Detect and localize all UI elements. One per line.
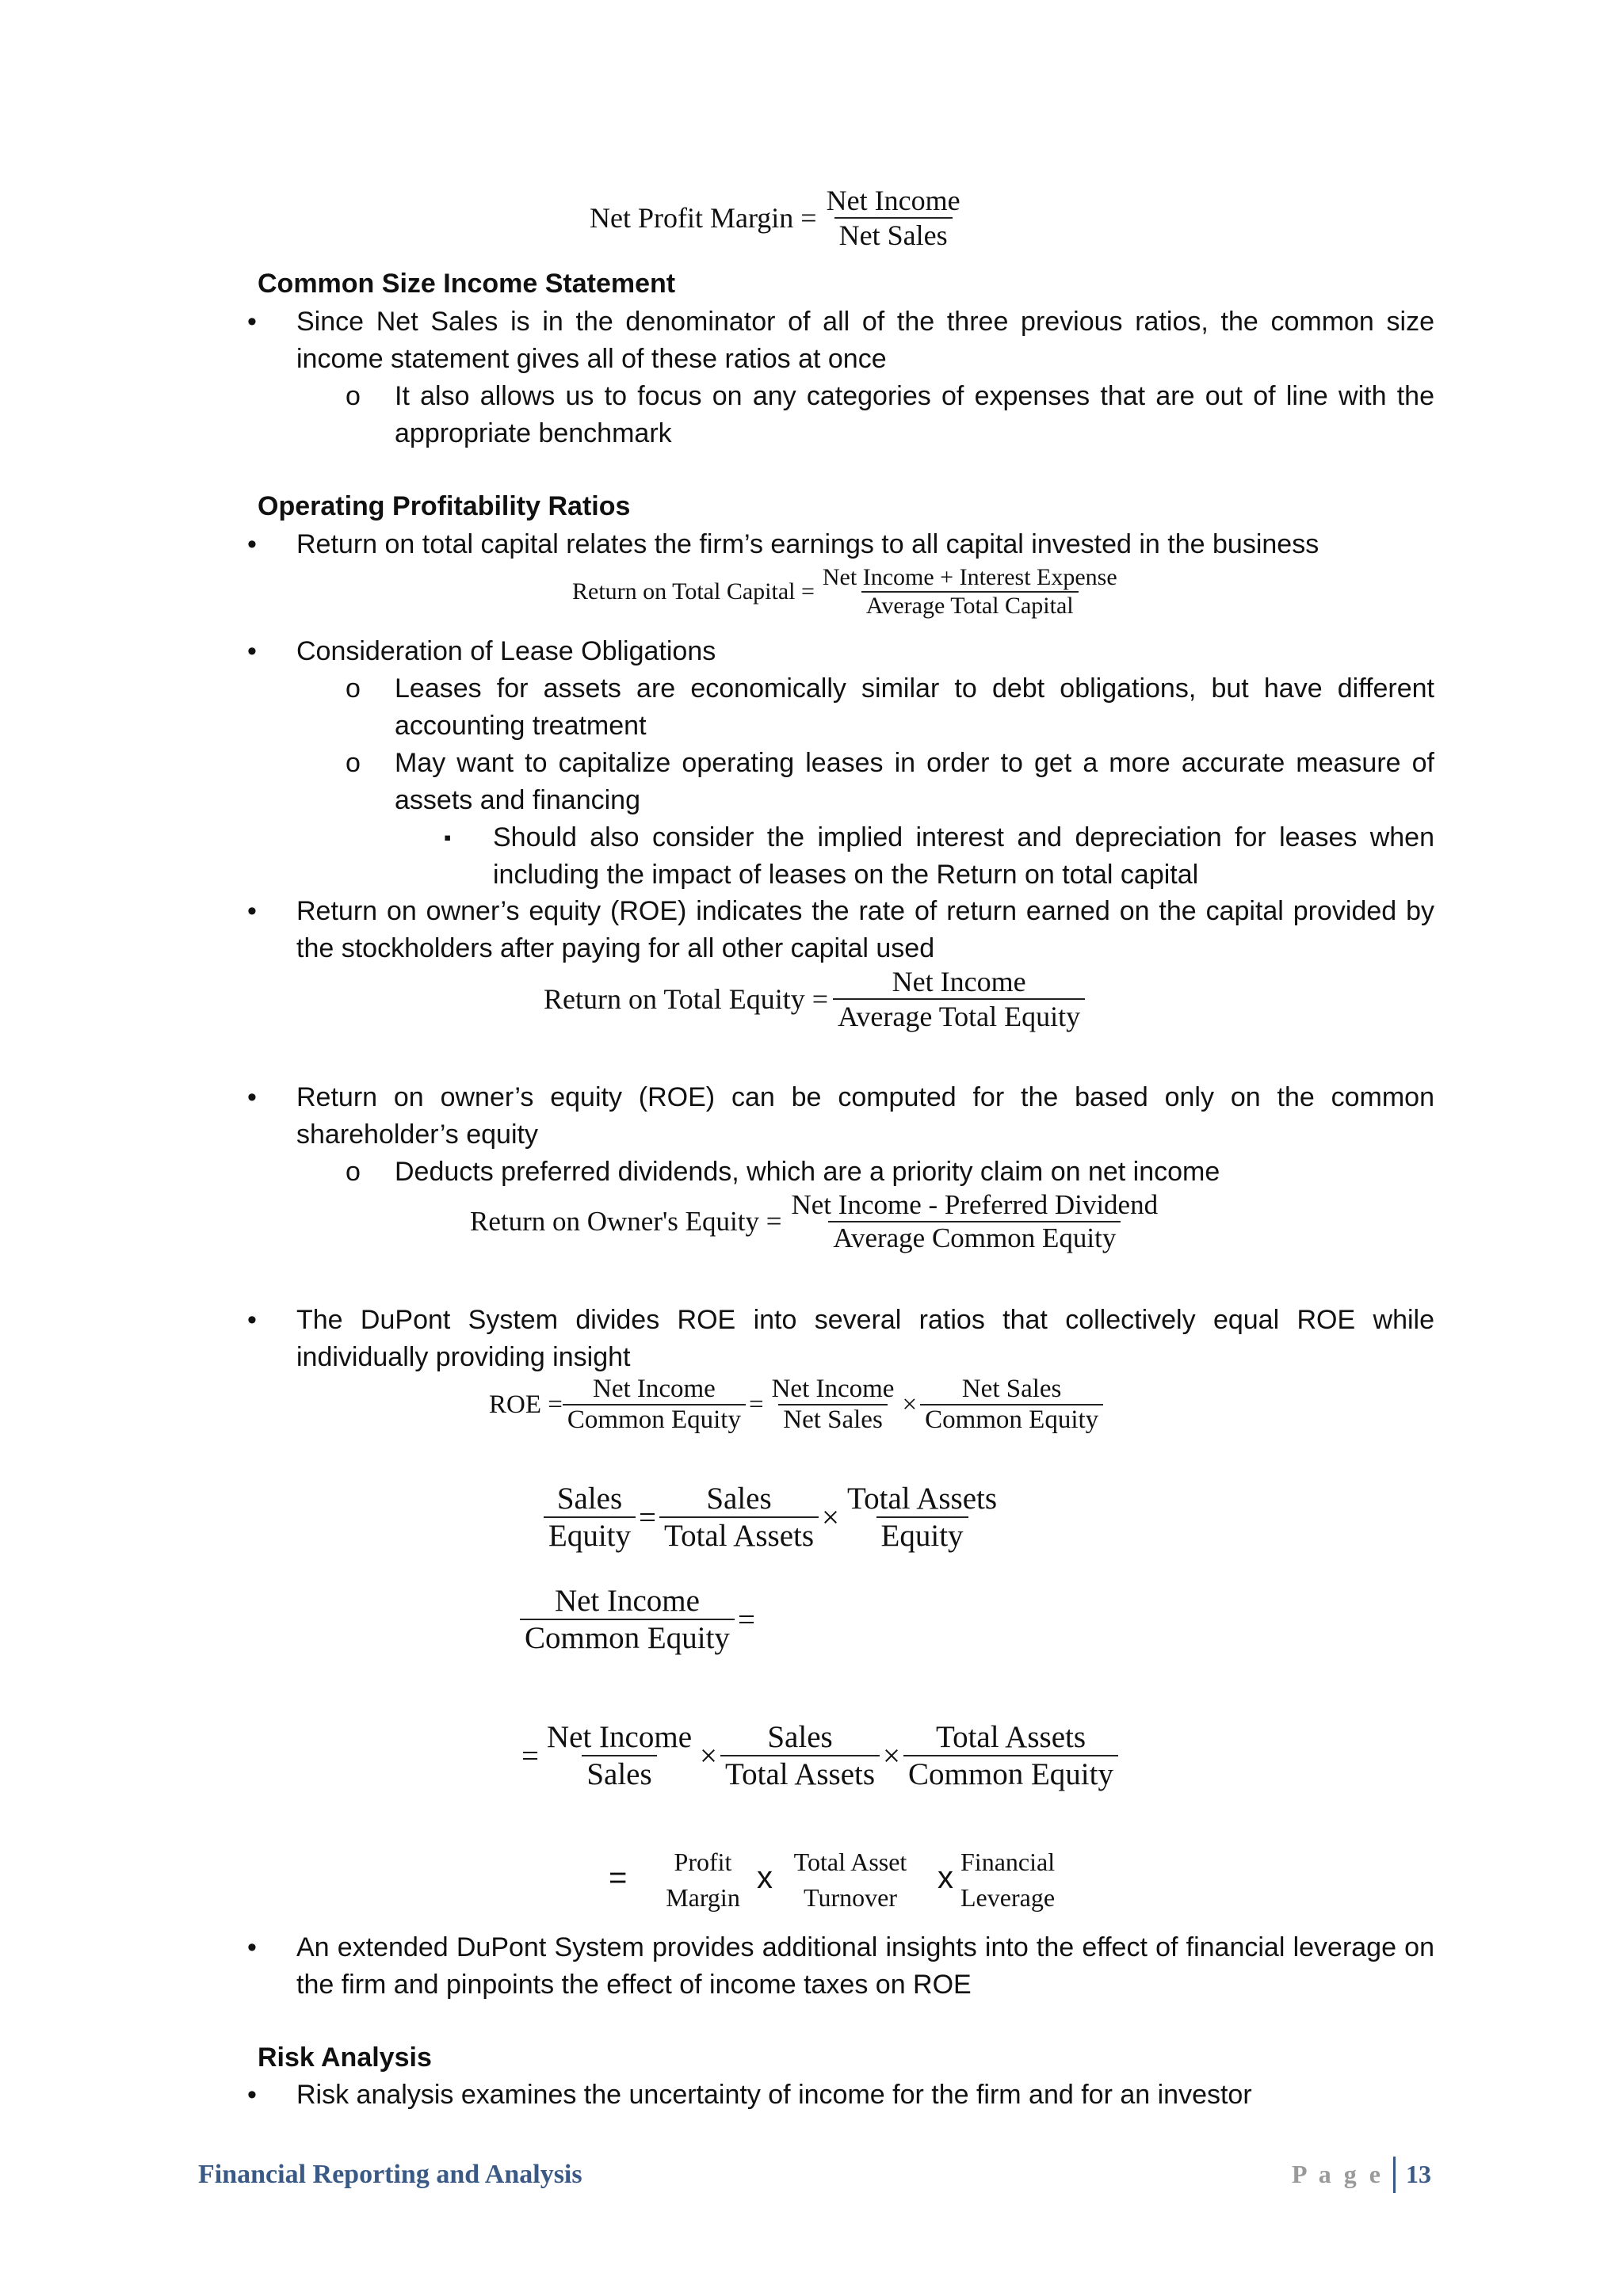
sub-bullet-icon: o: [346, 381, 361, 411]
equation-return-on-total-equity: [544, 965, 1085, 1033]
sub-bullet-icon: o: [346, 748, 361, 778]
numerator: Net Income: [826, 185, 960, 216]
bullet-text: Return on owner’s equity (ROE) can be computed for the based only on the common shareholder’s equity: [296, 1082, 1434, 1150]
fraction: [822, 184, 965, 252]
fraction: [903, 1719, 1118, 1792]
fraction: [920, 1375, 1103, 1435]
subsub-bullet-icon: ▪: [444, 826, 452, 849]
term-line: Financial: [960, 1848, 1056, 1876]
numerator: Net Income: [554, 1584, 700, 1618]
sub-bullet-text: Deducts preferred dividends, which are a priority claim on net income: [395, 1157, 1220, 1187]
denominator: Net Sales: [778, 1404, 888, 1435]
term-total-asset-turnover: [783, 1844, 918, 1916]
equals-sign: =: [639, 1500, 656, 1535]
bullet-text: The DuPont System divides ROE into several ratios that collectively equal ROE while individually providing insight: [296, 1305, 1434, 1372]
numerator: Net Income: [592, 1375, 716, 1403]
bullet-text: Risk analysis examines the uncertainty of income for the firm and for an investor: [296, 2080, 1252, 2110]
denominator: Common Equity: [520, 1619, 735, 1656]
denominator: Total Assets: [659, 1516, 819, 1554]
equation-return-on-total-capital: [572, 564, 1122, 620]
sub-bullet-icon: o: [346, 673, 361, 704]
numerator: Total Assets: [936, 1720, 1086, 1754]
equation-return-on-owners-equity: [470, 1189, 1163, 1254]
equation-lhs: Return on Total Capital =: [572, 578, 815, 605]
page-number: 13: [1406, 2160, 1431, 2188]
equation-sales-equity: [544, 1481, 1002, 1554]
numerator: Sales: [767, 1720, 833, 1754]
bullet-icon: •: [247, 307, 257, 337]
term-financial-leverage: [960, 1844, 1079, 1916]
fraction: [833, 965, 1085, 1033]
bullet-text: Consideration of Lease Obligations: [296, 636, 716, 666]
denominator: Common Equity: [903, 1755, 1118, 1792]
equation-net-income-common-equity: [520, 1583, 758, 1656]
term-line: Profit: [674, 1848, 732, 1876]
times-sign: ×: [822, 1500, 840, 1535]
numerator: Net Income: [771, 1375, 895, 1403]
equation-dupont-roe: [489, 1375, 1103, 1435]
sub-bullet-icon: o: [346, 1157, 361, 1187]
fraction: [659, 1481, 819, 1554]
fraction: [720, 1719, 880, 1792]
page-label: P a g e: [1292, 2160, 1384, 2188]
fraction: [818, 564, 1122, 620]
times-sign: ×: [902, 1390, 918, 1419]
equation-net-profit-margin: [590, 184, 965, 252]
fraction: [842, 1481, 1002, 1554]
term-profit-margin: [659, 1844, 747, 1916]
fraction: [544, 1481, 636, 1554]
equation-lhs: Net Profit Margin =: [590, 202, 817, 234]
fraction: [520, 1583, 735, 1656]
numerator: Net Sales: [961, 1375, 1062, 1403]
denominator: Average Common Equity: [828, 1221, 1121, 1254]
times-sign: x: [938, 1860, 953, 1895]
times-sign: ×: [883, 1738, 901, 1773]
fraction: [563, 1375, 746, 1435]
section-heading-common-size: Common Size Income Statement: [258, 269, 676, 299]
numerator: Net Income + Interest Expense: [822, 564, 1117, 590]
numerator: Sales: [706, 1482, 772, 1516]
equation-lhs: Return on Total Equity =: [544, 983, 829, 1015]
denominator: Equity: [544, 1516, 636, 1554]
bullet-text: Return on owner’s equity (ROE) indicates the rate of return earned on the capital provided by the stockholders after paying for all other capital used: [296, 896, 1434, 963]
bullet-text: Return on total capital relates the firm’s earnings to all capital invested in the business: [296, 529, 1319, 559]
sub-bullet-text: It also allows us to focus on any categories of expenses that are out of line with the appropriate benchmark: [395, 381, 1434, 448]
times-sign: x: [757, 1860, 773, 1895]
numerator: Net Income - Preferred Dividend: [791, 1189, 1159, 1220]
page-divider: [1393, 2157, 1396, 2193]
numerator: Net Income: [547, 1720, 693, 1754]
footer-title: Financial Reporting and Analysis: [198, 2160, 582, 2189]
sub-bullet-text: Leases for assets are economically similar to debt obligations, but have different accounting treatment: [395, 673, 1434, 741]
denominator: Common Equity: [563, 1404, 746, 1435]
bullet-icon: •: [247, 1082, 257, 1112]
denominator: Equity: [876, 1516, 968, 1554]
denominator: Common Equity: [920, 1404, 1103, 1435]
bullet-icon: •: [247, 636, 257, 666]
fraction: [787, 1189, 1163, 1254]
section-heading-operating: Operating Profitability Ratios: [258, 491, 631, 521]
term-line: Total Asset: [793, 1848, 907, 1876]
subsub-bullet-text: Should also consider the implied interest and depreciation for leases when including the impact of leases on the Return on total capital: [493, 822, 1434, 890]
bullet-icon: •: [247, 1932, 257, 1962]
denominator: Net Sales: [834, 217, 953, 252]
denominator: Average Total Equity: [833, 998, 1085, 1033]
section-heading-risk: Risk Analysis: [258, 2042, 432, 2073]
bullet-icon: •: [247, 529, 257, 559]
fraction: [542, 1719, 697, 1792]
numerator: Total Assets: [847, 1482, 998, 1516]
equals-sign: =: [748, 1390, 764, 1419]
denominator: Sales: [582, 1755, 656, 1792]
sub-bullet-text: May want to capitalize operating leases in order to get a more accurate measure of assets and financing: [395, 748, 1434, 815]
bullet-icon: •: [247, 896, 257, 926]
equals-sign: =: [609, 1860, 628, 1895]
term-line: Turnover: [804, 1883, 897, 1912]
term-line: Margin: [666, 1883, 740, 1912]
term-line: Leverage: [960, 1883, 1056, 1912]
bullet-text: Since Net Sales is in the denominator of all of the three previous ratios, the common size income statement gives all of these ratios at once: [296, 307, 1434, 374]
fraction: [767, 1375, 899, 1435]
times-sign: ×: [700, 1738, 718, 1773]
equals-sign: =: [737, 1602, 755, 1637]
bullet-icon: •: [247, 2080, 257, 2110]
equals-sign: =: [521, 1738, 539, 1773]
bullet-icon: •: [247, 1305, 257, 1335]
denominator: Average Total Capital: [861, 591, 1079, 620]
denominator: Total Assets: [720, 1755, 880, 1792]
bullet-text: An extended DuPont System provides additional insights into the effect of financial leverage on the firm and pinpoints the effect of income taxes on ROE: [296, 1932, 1434, 2000]
numerator: Sales: [556, 1482, 623, 1516]
equation-lhs: ROE =: [489, 1390, 563, 1419]
equation-lhs: Return on Owner's Equity =: [470, 1206, 782, 1237]
numerator: Net Income: [892, 966, 1026, 997]
equation-dupont-expanded: [518, 1719, 1118, 1792]
